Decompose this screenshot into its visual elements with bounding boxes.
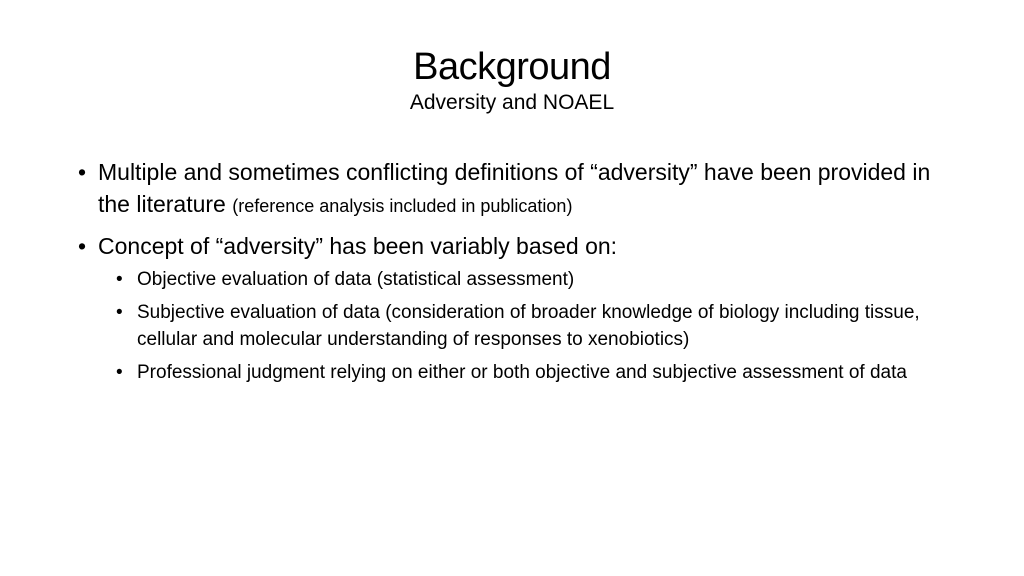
bullet-item-concept: [78, 230, 958, 386]
bullet-dot-icon: •: [116, 269, 123, 290]
bullet-item-definitions: [78, 156, 958, 222]
bullet-text: Multiple and sometimes conflicting definitions of “adversity” have been provided in the literature: [98, 159, 931, 217]
sub-bullet-subjective: [116, 299, 958, 353]
bullet-note: (reference analysis included in publication): [232, 196, 573, 216]
slide-content: [78, 156, 958, 394]
sub-bullet-text: Objective evaluation of data (statistical assessment): [137, 269, 575, 290]
sub-bullet-professional: [116, 359, 958, 386]
bullet-list: [78, 156, 958, 386]
title-block: [0, 44, 1024, 116]
slide-subtitle: Adversity and NOAEL: [409, 91, 615, 114]
sub-bullet-text: Professional judgment relying on either or both objective and subjective assessment of data: [137, 362, 907, 383]
bullet-dot-icon: •: [116, 362, 123, 383]
sub-bullet-objective: [116, 266, 958, 293]
sub-bullet-list: [116, 266, 958, 386]
bullet-text: Concept of “adversity” has been variably based on:: [98, 233, 618, 259]
bullet-dot-icon: •: [78, 159, 87, 185]
bullet-dot-icon: •: [78, 233, 87, 259]
sub-bullet-text: Subjective evaluation of data (consideration of broader knowledge of biology including tissue, cellular and molecular understanding of responses to xenobiotics): [137, 302, 920, 350]
slide-title: Background: [413, 46, 611, 88]
bullet-dot-icon: •: [116, 302, 123, 323]
